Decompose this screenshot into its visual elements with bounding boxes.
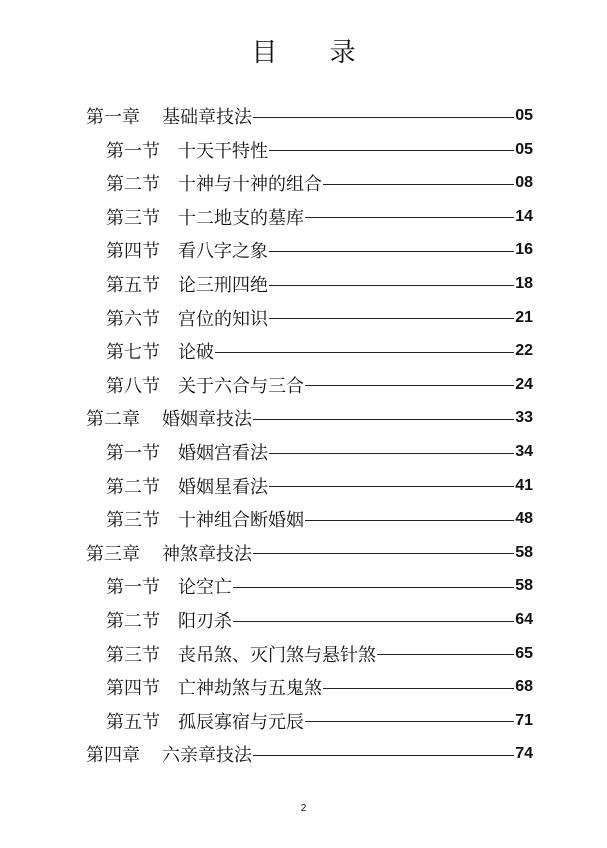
toc-entry-section[interactable] [106, 606, 533, 634]
toc-entry-title: 神煞章技法 [162, 543, 252, 565]
toc-entry-page: 74 [515, 745, 533, 763]
toc-leader-line [305, 385, 514, 386]
toc-leader-line [269, 285, 514, 286]
toc-entry-title: 孤辰寡宿与元辰 [178, 711, 304, 733]
toc-entry-page: 05 [515, 107, 533, 124]
toc-entry-title: 十天干特性 [178, 140, 268, 162]
toc-entry-label [106, 237, 268, 263]
toc-leader-line [323, 688, 514, 689]
toc-leader-line [305, 721, 514, 722]
toc-entry-number: 第三节 [106, 644, 160, 666]
toc-entry-page: 64 [515, 611, 533, 628]
page-number: 2 [300, 803, 307, 814]
toc-entry-page: 58 [515, 577, 533, 595]
toc-entry-title: 婚姻星看法 [178, 476, 268, 498]
toc-entry-label [106, 305, 268, 331]
toc-entry-page: 21 [515, 308, 533, 326]
toc-entry-title: 丧吊煞、灭门煞与悬针煞 [178, 644, 376, 666]
toc-entry-number: 第二节 [106, 611, 160, 632]
toc-entry-title: 十二地支的墓库 [178, 207, 304, 229]
toc-entry-title: 六亲章技法 [162, 745, 252, 767]
toc-entry-label [106, 473, 268, 499]
toc-entry-label [106, 271, 268, 297]
toc-entry-title: 论破 [178, 342, 214, 364]
toc-entry-number: 第四节 [106, 241, 160, 263]
toc-entry-number: 第二章 [86, 409, 140, 431]
toc-entry-page: 22 [515, 342, 533, 360]
toc-entry-section[interactable] [106, 673, 533, 701]
toc-leader-line [269, 318, 514, 319]
toc-entry-label [106, 674, 322, 700]
toc-entry-page: 08 [515, 174, 533, 192]
toc-entry-label [106, 204, 304, 230]
toc-leader-line [253, 117, 514, 118]
toc-entry-number: 第一节 [106, 577, 160, 599]
toc-entry-chapter[interactable] [86, 102, 533, 130]
toc-entry-label [106, 607, 232, 633]
toc-entry-page: 65 [515, 644, 533, 662]
toc-entry-label [106, 708, 304, 734]
toc-entry-label [106, 338, 214, 364]
toc-leader-line [269, 150, 514, 151]
toc-entry-section[interactable] [106, 337, 533, 365]
toc-leader-line [253, 755, 514, 756]
toc-entry-label [106, 641, 376, 667]
toc-entry-label [86, 741, 252, 767]
toc-entry-title: 十神与十神的组合 [178, 174, 322, 196]
toc-entry-section[interactable] [106, 304, 533, 332]
toc-entry-label [106, 137, 268, 163]
toc-entry-page: 18 [515, 275, 533, 292]
toc-entry-number: 第四节 [106, 678, 160, 700]
toc-entry-chapter[interactable] [86, 404, 533, 432]
toc-entry-title: 宫位的知识 [178, 308, 268, 330]
toc-entry-number: 第六节 [106, 308, 160, 330]
toc-entry-title: 基础章技法 [162, 107, 252, 128]
toc-entry-section[interactable] [106, 236, 533, 264]
toc-leader-line [305, 217, 514, 218]
toc-leader-line [305, 520, 514, 521]
toc-entry-number: 第二节 [106, 174, 160, 196]
toc-leader-line [269, 453, 514, 454]
toc-leader-line [233, 587, 514, 588]
toc-entry-page: 05 [515, 140, 533, 158]
toc-entry-label [106, 506, 304, 532]
toc-entry-label [106, 573, 232, 599]
toc-title: 目 录 [251, 38, 378, 68]
toc-leader-line [323, 184, 514, 185]
toc-entry-title: 婚姻章技法 [162, 409, 252, 431]
toc-entry-page: 16 [515, 241, 533, 259]
toc-entry-number: 第一节 [106, 140, 160, 162]
toc-entry-page: 71 [515, 711, 533, 729]
toc-entry-title: 十神组合断婚姻 [178, 510, 304, 532]
toc-entry-number: 第五节 [106, 275, 160, 296]
toc-entry-section[interactable] [106, 707, 533, 735]
toc-entry-section[interactable] [106, 203, 533, 231]
toc-entry-page: 34 [515, 443, 533, 460]
toc-entry-label [86, 405, 252, 431]
toc-leader-line [215, 352, 514, 353]
toc-entry-label [86, 103, 252, 129]
toc-entry-number: 第一章 [86, 107, 140, 128]
toc-entry-number: 第八节 [106, 375, 160, 397]
toc-entry-page: 14 [515, 207, 533, 225]
toc-entry-page: 68 [515, 678, 533, 696]
toc-leader-line [377, 654, 514, 655]
toc-entry-chapter[interactable] [86, 740, 533, 768]
toc-entry-number: 第三节 [106, 207, 160, 229]
toc-entry-chapter[interactable] [86, 539, 533, 567]
toc-leader-line [269, 486, 514, 487]
toc-entry-section[interactable] [106, 169, 533, 197]
toc-entry-section[interactable] [106, 438, 533, 466]
toc-entry-page: 24 [515, 375, 533, 393]
toc-leader-line [253, 419, 514, 420]
toc-entry-number: 第四章 [86, 745, 140, 767]
toc-entry-page: 58 [515, 543, 533, 561]
toc-entry-section[interactable] [106, 572, 533, 600]
toc-leader-line [233, 621, 514, 622]
toc-entry-label [106, 170, 322, 196]
toc-leader-line [253, 553, 514, 554]
toc-entry-title: 看八字之象 [178, 241, 268, 263]
toc-entry-label [106, 372, 304, 398]
toc-entry-section[interactable] [106, 505, 533, 533]
toc-entry-page: 33 [515, 409, 533, 427]
toc-entry-number: 第三章 [86, 543, 140, 565]
toc-entry-title: 阳刃杀 [178, 611, 232, 632]
toc-entry-number: 第二节 [106, 476, 160, 498]
toc-entry-section[interactable] [106, 640, 533, 668]
toc-entry-page: 48 [515, 510, 533, 528]
toc-entry-number: 第五节 [106, 711, 160, 733]
toc-leader-line [269, 251, 514, 252]
toc-entry-section[interactable] [106, 136, 533, 164]
toc-entry-title: 论空亡 [178, 577, 232, 599]
toc-entry-title: 关于六合与三合 [178, 375, 304, 397]
toc-entry-title: 婚姻宫看法 [178, 443, 268, 464]
toc-entry-label [86, 540, 252, 566]
toc-entry-number: 第七节 [106, 342, 160, 364]
toc-entry-label [106, 439, 268, 465]
toc-entry-section[interactable] [106, 270, 533, 298]
toc-entry-page: 41 [515, 476, 533, 494]
toc-entry-title: 论三刑四绝 [178, 275, 268, 296]
toc-entry-number: 第三节 [106, 510, 160, 532]
toc-entry-number: 第一节 [106, 443, 160, 464]
toc-entry-section[interactable] [106, 472, 533, 500]
toc-entry-section[interactable] [106, 371, 533, 399]
toc-entry-title: 亡神劫煞与五鬼煞 [178, 678, 322, 700]
